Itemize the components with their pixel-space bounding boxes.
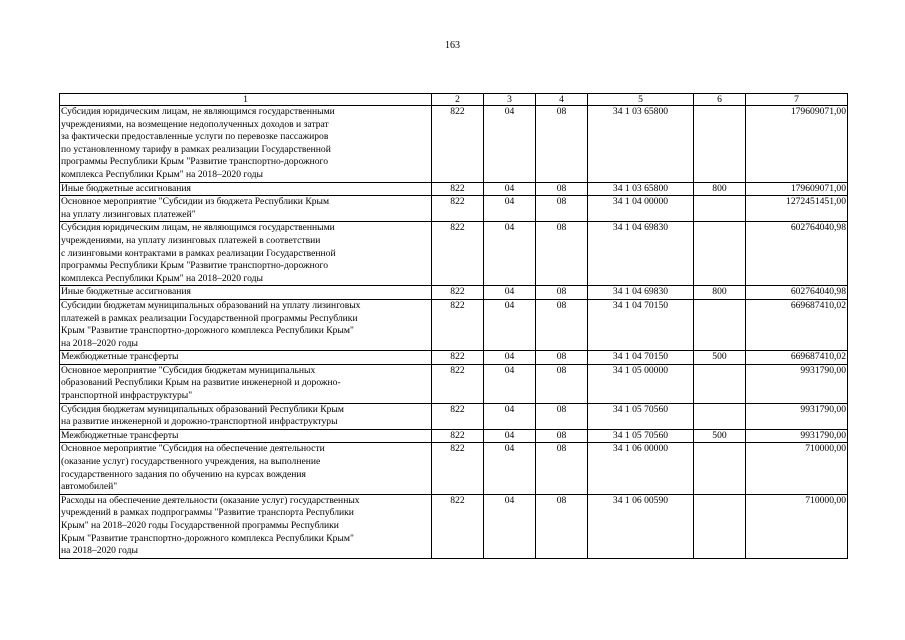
header-col-1: 1 [60,94,432,106]
row-amount: 9931790,00 [746,403,848,429]
row-admin-code: 822 [432,222,484,286]
row-description: Субсидии бюджетам муниципальных образований на уплату лизинговых платежей в рамках реализации Государственной программы Республики Крым "Развитие транспортно-дорожного комплекса Республики Крым" на 2018–2020 годы [60,299,432,350]
table-row [60,286,848,300]
row-amount: 710000,00 [746,443,848,494]
page-number: 163 [445,40,460,51]
row-target-article: 34 1 03 65800 [588,182,694,196]
row-amount: 669687410,02 [746,351,848,365]
row-target-article: 34 1 06 00000 [588,443,694,494]
row-description: Субсидия юридическим лицам, не являющимся государственными учреждениями, на возмещение недополученных доходов и затрат за фактически предоставленные услуги по перевозке пассажиров по установленному тарифу в рамках реализации Государственной программы Республики Крым "Развитие транспортно-дорожного комплекса Республики Крым" на 2018–2020 годы [60,106,432,183]
row-amount: 9931790,00 [746,364,848,403]
row-admin-code: 822 [432,403,484,429]
row-admin-code: 822 [432,196,484,222]
row-admin-code: 822 [432,286,484,300]
row-subsection-code: 08 [536,494,588,558]
row-admin-code: 822 [432,182,484,196]
row-subsection-code: 08 [536,286,588,300]
row-section-code: 04 [484,429,536,443]
header-col-2: 2 [432,94,484,106]
row-amount: 1272451451,00 [746,196,848,222]
table-row [60,299,848,350]
table-row [60,364,848,403]
row-amount: 602764040,98 [746,222,848,286]
row-amount: 710000,00 [746,494,848,558]
row-expense-type: 500 [694,429,746,443]
row-expense-type [694,196,746,222]
row-expense-type [694,106,746,183]
row-description: Расходы на обеспечение деятельности (оказание услуг) государственных учреждений в рамках подпрограммы "Развитие транспорта Республики Крым" на 2018–2020 годы Государственной программы Республики Крым "Развитие транспортно-дорожного комплекса Республики Крым" на 2018–2020 годы [60,494,432,558]
row-subsection-code: 08 [536,182,588,196]
row-subsection-code: 08 [536,351,588,365]
row-target-article: 34 1 06 00590 [588,494,694,558]
row-subsection-code: 08 [536,222,588,286]
row-target-article: 34 1 04 69830 [588,286,694,300]
row-admin-code: 822 [432,351,484,365]
row-section-code: 04 [484,443,536,494]
table-row [60,494,848,558]
row-admin-code: 822 [432,299,484,350]
row-target-article: 34 1 04 70150 [588,299,694,350]
row-expense-type: 800 [694,286,746,300]
row-target-article: 34 1 04 00000 [588,196,694,222]
row-subsection-code: 08 [536,364,588,403]
table-row [60,443,848,494]
row-subsection-code: 08 [536,299,588,350]
row-section-code: 04 [484,286,536,300]
row-target-article: 34 1 05 70560 [588,403,694,429]
row-section-code: 04 [484,182,536,196]
header-col-6: 6 [694,94,746,106]
row-expense-type: 500 [694,351,746,365]
budget-table [59,93,848,559]
row-amount: 9931790,00 [746,429,848,443]
header-col-5: 5 [588,94,694,106]
header-col-4: 4 [536,94,588,106]
row-admin-code: 822 [432,429,484,443]
row-subsection-code: 08 [536,106,588,183]
row-admin-code: 822 [432,364,484,403]
row-amount: 179609071,00 [746,106,848,183]
row-target-article: 34 1 04 70150 [588,351,694,365]
row-description: Иные бюджетные ассигнования [60,182,432,196]
row-section-code: 04 [484,364,536,403]
row-subsection-code: 08 [536,429,588,443]
row-subsection-code: 08 [536,196,588,222]
row-description: Межбюджетные трансферты [60,351,432,365]
row-section-code: 04 [484,403,536,429]
row-section-code: 04 [484,351,536,365]
row-description: Основное мероприятие "Субсидия бюджетам муниципальных образований Республики Крым на развитие инженерной и дорожно- транспортной инфраструктуры" [60,364,432,403]
row-admin-code: 822 [432,494,484,558]
table-body [60,106,848,559]
header-col-7: 7 [746,94,848,106]
table-row [60,196,848,222]
row-target-article: 34 1 03 65800 [588,106,694,183]
table-row [60,222,848,286]
row-expense-type [694,222,746,286]
row-expense-type [694,443,746,494]
row-section-code: 04 [484,222,536,286]
row-expense-type [694,364,746,403]
row-section-code: 04 [484,494,536,558]
row-description: Субсидия бюджетам муниципальных образований Республики Крым на развитие инженерной и дорожно-транспортной инфраструктуры [60,403,432,429]
row-target-article: 34 1 04 69830 [588,222,694,286]
row-expense-type: 800 [694,182,746,196]
header-col-3: 3 [484,94,536,106]
row-expense-type [694,299,746,350]
row-description: Субсидия юридическим лицам, не являющимся государственными учреждениями, на уплату лизинговых платежей в соответствии с лизинговыми контрактами в рамках реализации Государственной программы Республики Крым "Развитие транспортно-дорожного комплекса Республики Крым" на 2018–2020 годы [60,222,432,286]
row-admin-code: 822 [432,443,484,494]
row-expense-type [694,403,746,429]
table-row [60,403,848,429]
row-admin-code: 822 [432,106,484,183]
row-subsection-code: 08 [536,443,588,494]
row-section-code: 04 [484,196,536,222]
table-row [60,182,848,196]
table-header-row [60,94,848,106]
row-section-code: 04 [484,299,536,350]
row-subsection-code: 08 [536,403,588,429]
row-target-article: 34 1 05 00000 [588,364,694,403]
row-description: Основное мероприятие "Субсидия на обеспечение деятельности (оказание услуг) государственного учреждения, на выполнение государственного задания по обучению на курсах вождения автомобилей" [60,443,432,494]
table-row [60,429,848,443]
row-amount: 602764040,98 [746,286,848,300]
row-amount: 179609071,00 [746,182,848,196]
row-section-code: 04 [484,106,536,183]
row-target-article: 34 1 05 70560 [588,429,694,443]
row-expense-type [694,494,746,558]
row-description: Иные бюджетные ассигнования [60,286,432,300]
row-amount: 669687410,02 [746,299,848,350]
table-row [60,351,848,365]
row-description: Межбюджетные трансферты [60,429,432,443]
table-row [60,106,848,183]
row-description: Основное мероприятие "Субсидии из бюджета Республики Крым на уплату лизинговых платежей" [60,196,432,222]
